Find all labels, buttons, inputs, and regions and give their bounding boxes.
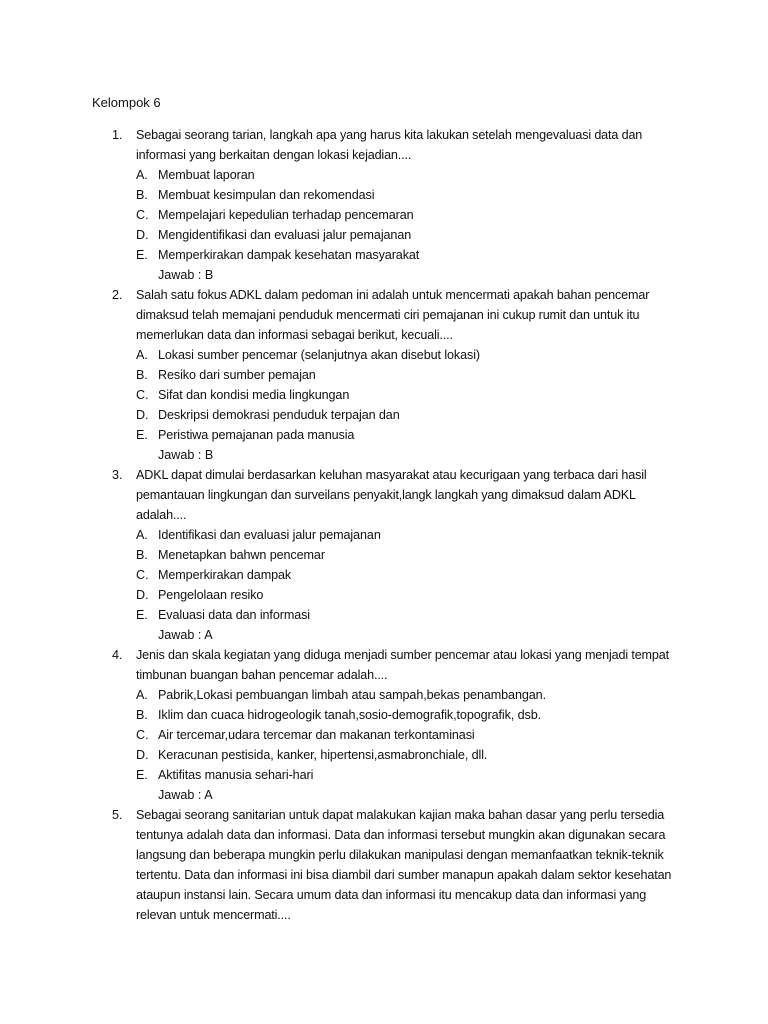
option-text: Aktifitas manusia sehari-hari [158, 768, 314, 782]
question-3 [112, 465, 682, 645]
option-text: Keracunan pestisida, kanker, hipertensi,asmabronchiale, dll. [158, 748, 488, 762]
option-text: Membuat laporan [158, 168, 255, 182]
answer-key: Jawab : A [158, 788, 213, 802]
option-text: Lokasi sumber pencemar (selanjutnya akan disebut lokasi) [158, 348, 481, 362]
option-d [136, 745, 682, 765]
option-letter: E. [136, 608, 148, 622]
question-text: ADKL dapat dimulai berdasarkan keluhan masyarakat atau kecurigaan yang terbaca dari hasil pemantauan lingkungan dan surveilans penyakit,langk langkah yang dimaksud dalam ADKL adalah.... [136, 468, 647, 522]
question-1 [112, 125, 682, 285]
option-a [136, 685, 682, 705]
option-text: Peristiwa pemajanan pada manusia [158, 428, 355, 442]
option-e [136, 245, 682, 265]
option-list [136, 525, 682, 625]
option-d [136, 405, 682, 425]
option-letter: B. [136, 548, 148, 562]
option-list [136, 345, 682, 445]
option-letter: A. [136, 528, 148, 542]
option-text: Sifat dan kondisi media lingkungan [158, 388, 350, 402]
option-letter: C. [136, 208, 149, 222]
option-text: Iklim dan cuaca hidrogeologik tanah,sosio-demografik,topografik, dsb. [158, 708, 542, 722]
option-text: Memperkirakan dampak kesehatan masyarakat [158, 248, 420, 262]
option-letter: D. [136, 408, 149, 422]
option-text: Identifikasi dan evaluasi jalur pemajanan [158, 528, 381, 542]
option-letter: A. [136, 348, 148, 362]
option-d [136, 225, 682, 245]
option-text: Mempelajari kepedulian terhadap pencemaran [158, 208, 414, 222]
question-text: Jenis dan skala kegiatan yang diduga menjadi sumber pencemar atau lokasi yang menjadi tempat timbunan buangan bahan pencemar adalah.... [136, 648, 669, 682]
option-text: Pabrik,Lokasi pembuangan limbah atau sampah,bekas penambangan. [158, 688, 546, 702]
option-letter: D. [136, 588, 149, 602]
option-text: Air tercemar,udara tercemar dan makanan terkontaminasi [158, 728, 475, 742]
option-letter: C. [136, 728, 149, 742]
option-d [136, 585, 682, 605]
option-b [136, 185, 682, 205]
option-c [136, 385, 682, 405]
question-text: Sebagai seorang sanitarian untuk dapat malakukan kajian maka bahan dasar yang perlu tersedia tentunya adalah data dan informasi. Data dan informasi tersebut mungkin akan digunakan secara langsung dan beberapa mungkin perlu dilakukan manipulasi dengan memanfaatkan teknik-teknik tertentu. Data dan informasi ini bisa diambil dari sumber manapun apakah dalam sektor kesehatan ataupun instansi lain. Secara umum data dan informasi itu mencakup data dan informasi yang relevan untuk mencermati.... [136, 808, 672, 922]
option-c [136, 205, 682, 225]
question-5 [112, 805, 682, 925]
option-text: Deskripsi demokrasi penduduk terpajan dan [158, 408, 400, 422]
option-a [136, 345, 682, 365]
option-text: Mengidentifikasi dan evaluasi jalur pemajanan [158, 228, 412, 242]
option-b [136, 705, 682, 725]
option-text: Memperkirakan dampak [158, 568, 292, 582]
option-letter: B. [136, 368, 148, 382]
option-text: Resiko dari sumber pemajan [158, 368, 316, 382]
question-4 [112, 645, 682, 805]
option-e [136, 605, 682, 625]
option-letter: C. [136, 388, 149, 402]
option-text: Evaluasi data dan informasi [158, 608, 311, 622]
option-b [136, 365, 682, 385]
question-number: 5. [112, 808, 123, 822]
option-letter: B. [136, 708, 148, 722]
option-letter: E. [136, 248, 148, 262]
option-a [136, 525, 682, 545]
option-text: Pengelolaan resiko [158, 588, 264, 602]
question-2 [112, 285, 682, 465]
option-list [136, 685, 682, 785]
option-c [136, 565, 682, 585]
option-letter: C. [136, 568, 149, 582]
answer-key: Jawab : A [158, 628, 213, 642]
option-text: Menetapkan bahwn pencemar [158, 548, 325, 562]
option-letter: E. [136, 428, 148, 442]
question-number: 3. [112, 468, 123, 482]
option-letter: B. [136, 188, 148, 202]
option-letter: D. [136, 228, 149, 242]
answer-key: Jawab : B [158, 448, 214, 462]
option-letter: A. [136, 168, 148, 182]
option-text: Membuat kesimpulan dan rekomendasi [158, 188, 375, 202]
option-list [136, 165, 682, 265]
document-title: Kelompok 6 [92, 95, 161, 110]
option-e [136, 765, 682, 785]
answer-key: Jawab : B [158, 268, 214, 282]
question-text: Salah satu fokus ADKL dalam pedoman ini adalah untuk mencermati apakah bahan pencemar dimaksud telah memajani penduduk mencermati ciri pemajanan ini cukup rumit dan untuk itu memerlukan data dan informasi sebagai berikut, kecuali.... [136, 288, 650, 342]
question-number: 1. [112, 128, 123, 142]
option-c [136, 725, 682, 745]
question-number: 2. [112, 288, 123, 302]
option-letter: A. [136, 688, 148, 702]
question-list [112, 125, 682, 925]
option-letter: D. [136, 748, 149, 762]
option-a [136, 165, 682, 185]
option-e [136, 425, 682, 445]
question-text: Sebagai seorang tarian, langkah apa yang harus kita lakukan setelah mengevaluasi data dan informasi yang berkaitan dengan lokasi kejadian.... [136, 128, 643, 162]
question-number: 4. [112, 648, 123, 662]
option-letter: E. [136, 768, 148, 782]
option-b [136, 545, 682, 565]
